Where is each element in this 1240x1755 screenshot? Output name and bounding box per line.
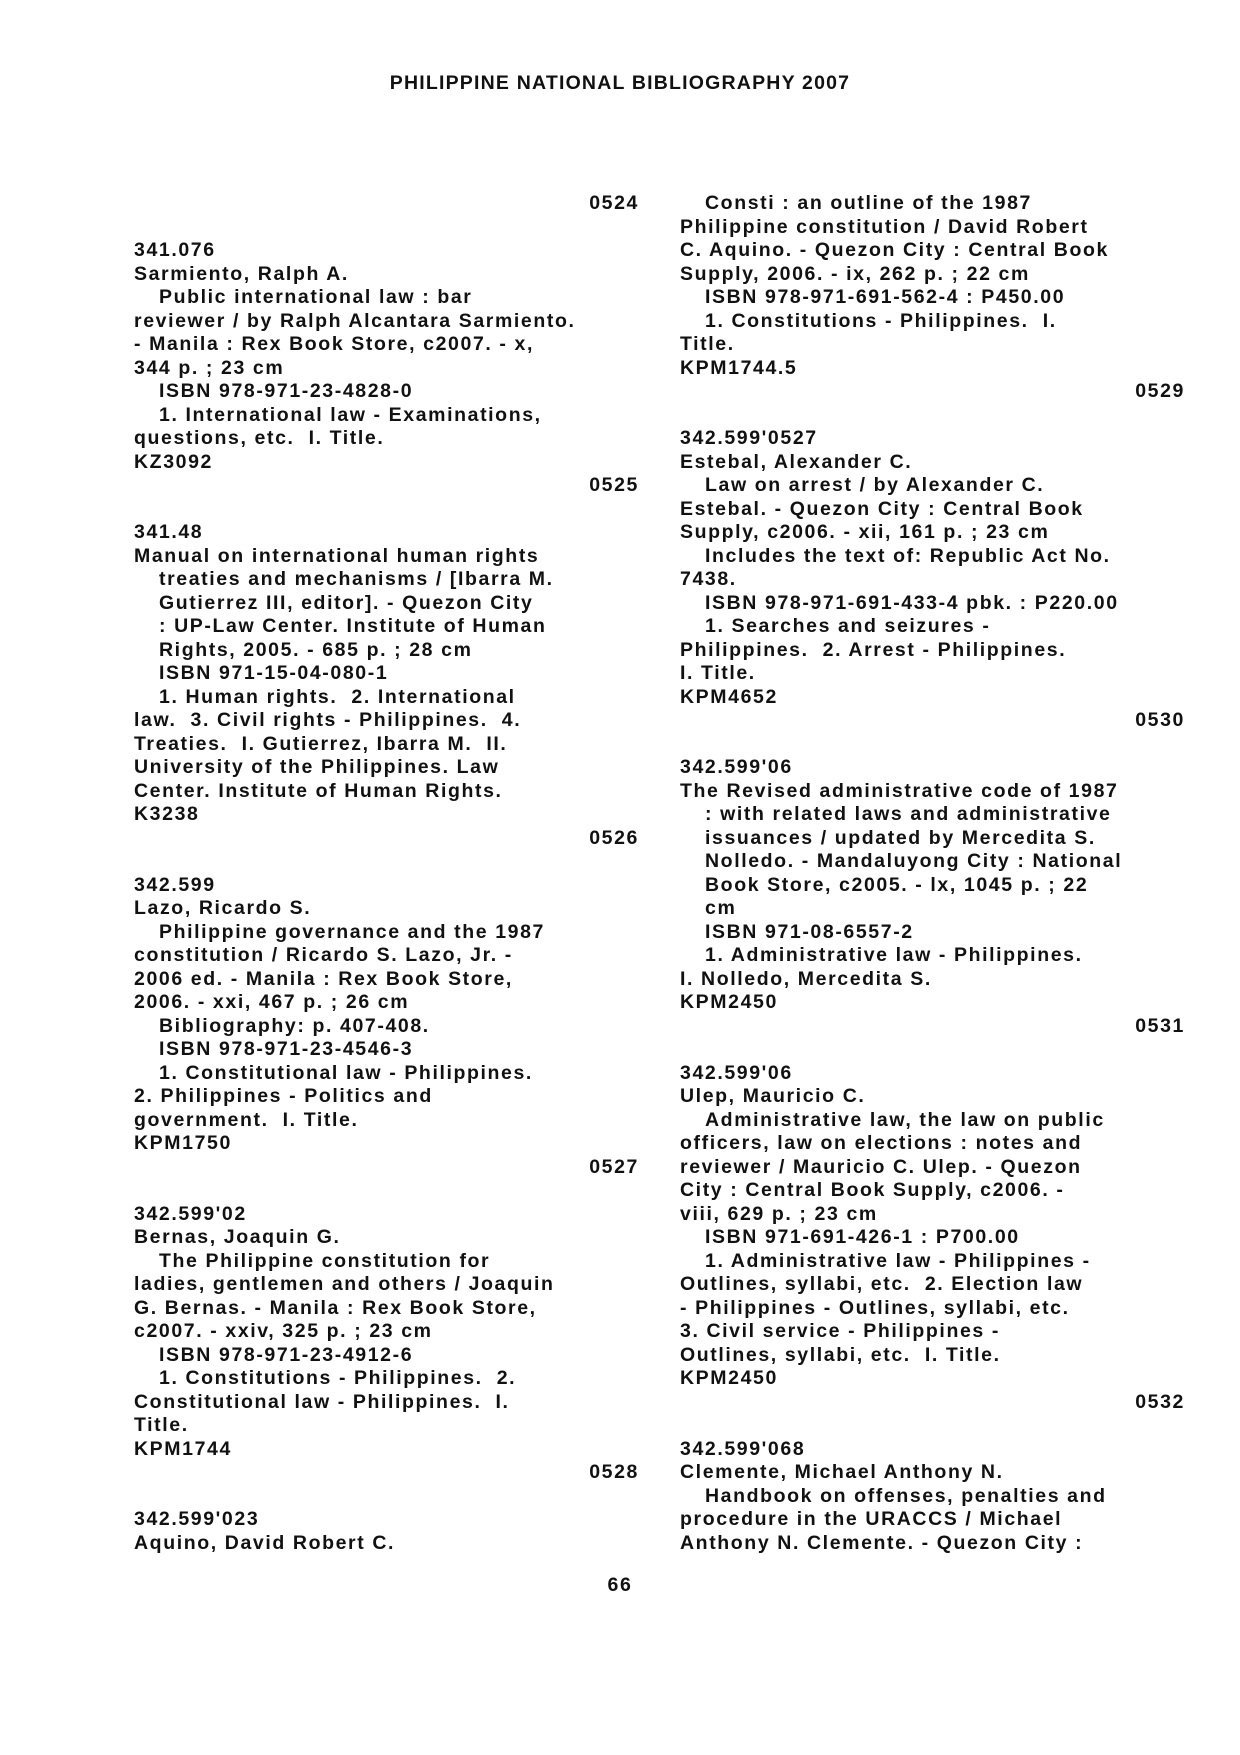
- text-line: Manual on international human rights: [134, 544, 540, 567]
- text-line: ISBN 978-971-691-433-4 pbk. : P220.00: [705, 591, 1119, 614]
- text-line: Administrative law, the law on public: [705, 1108, 1105, 1131]
- text-line: reviewer / Mauricio C. Ulep. - Quezon: [680, 1155, 1082, 1178]
- text-line: Outlines, syllabi, etc. 2. Election law: [680, 1273, 1084, 1295]
- blank-line: [680, 1414, 1185, 1438]
- text-line: procedure in the URACCS / Michael: [680, 1508, 1063, 1530]
- text-line: Sarmiento, Ralph A.: [134, 262, 349, 285]
- blank-line: [680, 1038, 1185, 1062]
- blank-line: [134, 1179, 639, 1203]
- text-line: 1. International law - Examinations,: [159, 403, 542, 426]
- text-line: officers, law on elections : notes and: [680, 1132, 1083, 1154]
- text-line: Philippine governance and the 1987: [159, 920, 545, 943]
- page-header: PHILIPPINE NATIONAL BIBLIOGRAPHY 2007: [389, 72, 851, 94]
- text-line: Treaties. I. Gutierrez, Ibarra M. II.: [134, 732, 508, 755]
- text-line: treaties and mechanisms / [Ibarra M.: [159, 568, 554, 590]
- text-line: Supply, c2006. - xii, 161 p. ; 23 cm: [680, 521, 1050, 543]
- text-line: Title.: [680, 333, 735, 355]
- text-line: 341.076: [134, 239, 216, 261]
- text-line: 342.599'023: [134, 1508, 260, 1530]
- text-line: KPM4652: [680, 685, 778, 708]
- text-line: Lazo, Ricardo S.: [134, 897, 312, 919]
- text-line: 1. Human rights. 2. International: [159, 685, 516, 708]
- text-line: ISBN 971-08-6557-2: [705, 920, 914, 943]
- blank-line: [134, 1485, 639, 1509]
- text-line: - Philippines - Outlines, syllabi, etc.: [680, 1296, 1070, 1319]
- entry-number: 0526: [589, 826, 639, 849]
- text-line: Supply, 2006. - ix, 262 p. ; 22 cm: [680, 262, 1030, 285]
- text-line: ladies, gentlemen and others / Joaquin: [134, 1273, 555, 1295]
- text-line: 2006 ed. - Manila : Rex Book Store,: [134, 967, 513, 990]
- blank-line: [134, 498, 639, 522]
- text-line: KPM1750: [134, 1132, 232, 1154]
- text-line: 342.599'068: [680, 1437, 806, 1460]
- entry-number: 0528: [589, 1461, 639, 1483]
- entry-number: 0531: [1135, 1014, 1185, 1037]
- text-line: reviewer / by Ralph Alcantara Sarmiento.: [134, 309, 576, 332]
- text-line: government. I. Title.: [134, 1108, 359, 1131]
- entry-number: 0532: [1135, 1390, 1185, 1413]
- blank-line: [680, 733, 1185, 757]
- entry-number: 0530: [1135, 709, 1185, 731]
- text-line: 1. Constitutions - Philippines. 2.: [159, 1367, 517, 1389]
- text-line: I. Nolledo, Mercedita S.: [680, 967, 932, 990]
- text-line: K3238: [134, 803, 200, 825]
- text-line: 1. Administrative law - Philippines.: [705, 944, 1083, 966]
- text-line: ISBN 971-691-426-1 : P700.00: [705, 1226, 1020, 1248]
- text-line: ISBN 971-15-04-080-1: [159, 662, 389, 684]
- text-line: Anthony N. Clemente. - Quezon City :: [680, 1531, 1084, 1554]
- text-line: 341.48: [134, 521, 204, 543]
- text-line: Gutierrez III, editor]. - Quezon City: [159, 591, 534, 614]
- text-line: Includes the text of: Republic Act No.: [705, 544, 1111, 567]
- text-line: : with related laws and administrative: [705, 803, 1112, 825]
- text-line: ISBN 978-971-691-562-4 : P450.00: [705, 286, 1066, 308]
- text-line: Nolledo. - Mandaluyong City : National: [705, 850, 1123, 872]
- text-line: KZ3092: [134, 450, 213, 473]
- text-line: 2. Philippines - Politics and: [134, 1085, 433, 1107]
- text-line: Constitutional law - Philippines. I.: [134, 1390, 510, 1413]
- text-line: 7438.: [680, 568, 737, 590]
- text-line: G. Bernas. - Manila : Rex Book Store,: [134, 1296, 537, 1319]
- text-line: issuances / updated by Mercedita S.: [705, 826, 1096, 849]
- text-line: Rights, 2005. - 685 p. ; 28 cm: [159, 638, 473, 661]
- text-line: cm: [705, 897, 737, 919]
- text-line: Consti : an outline of the 1987: [705, 192, 1032, 214]
- text-line: 342.599'0527: [680, 427, 818, 449]
- text-line: Philippines. 2. Arrest - Philippines.: [680, 638, 1067, 661]
- text-line: The Philippine constitution for: [159, 1249, 491, 1272]
- text-line: ISBN 978-971-23-4828-0: [159, 380, 414, 402]
- entry-number: 0525: [589, 474, 639, 496]
- entry-number: 0527: [589, 1155, 639, 1178]
- text-line: The Revised administrative code of 1987: [680, 779, 1119, 802]
- blank-line: [134, 216, 639, 240]
- text-line: Philippine constitution / David Robert: [680, 215, 1089, 238]
- text-line: 342.599'06: [680, 756, 793, 778]
- blank-line: [134, 850, 639, 874]
- text-line: : UP-Law Center. Institute of Human: [159, 615, 547, 637]
- text-line: ISBN 978-971-23-4912-6: [159, 1343, 414, 1366]
- text-line: - Manila : Rex Book Store, c2007. - x,: [134, 333, 534, 355]
- text-line: Bernas, Joaquin G.: [134, 1226, 341, 1248]
- text-line: ISBN 978-971-23-4546-3: [159, 1038, 414, 1060]
- text-line: Handbook on offenses, penalties and: [705, 1484, 1107, 1507]
- text-line: 1. Administrative law - Philippines -: [705, 1249, 1091, 1272]
- text-line: Clemente, Michael Anthony N.: [680, 1461, 1004, 1483]
- text-line: University of the Philippines. Law: [134, 756, 500, 778]
- text-line: Estebal, Alexander C.: [680, 450, 913, 473]
- text-line: Law on arrest / by Alexander C.: [705, 474, 1045, 496]
- text-line: C. Aquino. - Quezon City : Central Book: [680, 239, 1109, 261]
- text-line: 1. Constitutions - Philippines. I.: [705, 309, 1057, 332]
- text-line: Bibliography: p. 407-408.: [159, 1014, 430, 1037]
- text-line: Estebal. - Quezon City : Central Book: [680, 497, 1084, 520]
- text-line: Ulep, Mauricio C.: [680, 1085, 866, 1107]
- text-line: Book Store, c2005. - lx, 1045 p. ; 22: [705, 873, 1089, 896]
- text-line: constitution / Ricardo S. Lazo, Jr. -: [134, 944, 513, 966]
- text-line: KPM2450: [680, 991, 778, 1013]
- text-line: 3. Civil service - Philippines -: [680, 1320, 1000, 1342]
- text-line: 342.599: [134, 873, 216, 896]
- text-line: law. 3. Civil rights - Philippines. 4.: [134, 709, 522, 731]
- text-line: 2006. - xxi, 467 p. ; 26 cm: [134, 991, 410, 1013]
- text-line: 1. Constitutional law - Philippines.: [159, 1061, 533, 1084]
- text-line: 1. Searches and seizures -: [705, 615, 991, 637]
- text-line: questions, etc. I. Title.: [134, 427, 385, 449]
- text-line: KPM2450: [680, 1367, 778, 1389]
- text-line: Public international law : bar: [159, 286, 473, 308]
- text-line: viii, 629 p. ; 23 cm: [680, 1202, 878, 1225]
- entry-number: 0529: [1135, 380, 1185, 402]
- text-line: c2007. - xxiv, 325 p. ; 23 cm: [134, 1320, 433, 1342]
- text-line: Outlines, syllabi, etc. I. Title.: [680, 1343, 1001, 1366]
- text-line: 344 p. ; 23 cm: [134, 356, 285, 379]
- text-line: KPM1744: [134, 1437, 232, 1460]
- text-line: City : Central Book Supply, c2006. -: [680, 1179, 1065, 1201]
- text-line: I. Title.: [680, 662, 756, 684]
- text-line: 342.599'06: [680, 1061, 793, 1084]
- text-line: Title.: [134, 1414, 189, 1436]
- page-number: 66: [607, 1574, 633, 1596]
- blank-line: [680, 404, 1185, 428]
- entry-number: 0524: [589, 192, 639, 214]
- text-line: KPM1744.5: [680, 356, 798, 379]
- text-line: Aquino, David Robert C.: [134, 1531, 396, 1554]
- left-column: [134, 192, 639, 1555]
- text-line: 342.599'02: [134, 1202, 247, 1225]
- text-line: Center. Institute of Human Rights.: [134, 779, 503, 802]
- right-column: [680, 192, 1185, 1555]
